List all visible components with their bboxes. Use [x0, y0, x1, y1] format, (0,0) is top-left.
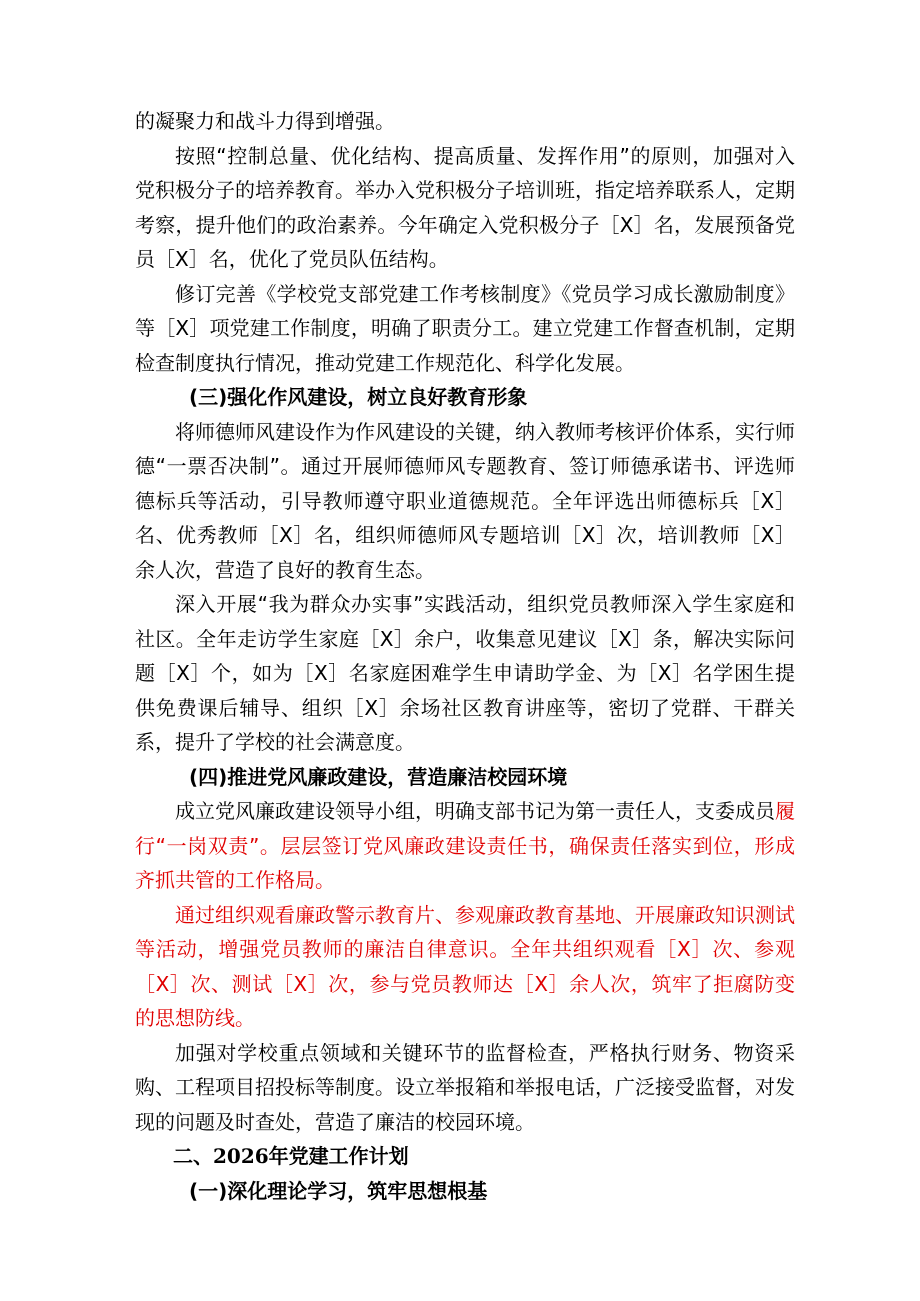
paragraph-leadership-text: 成立党风廉政建设领导小组，明确支部书记为第一责任人，支委成员 — [175, 799, 775, 823]
paragraph-party-activists: 按照“控制总量、优化结构、提高质量、发挥作用”的原则，加强对入党积极分子的培养教育。举办入党积极分子培训班，指定培养联系人，定期考察，提升他们的政治素养。今年确定入党积极分子［X］名，发展预备党员［X］名，优化了党员队伍结构。 — [135, 143, 795, 271]
paragraph-serve-people: 深入开展“我为群众办实事”实践活动，组织党员教师深入学生家庭和社区。全年走访学生家庭［X］余户，收集意见建议［X］条，解决实际问题［X］个，如为［X］名家庭困难学生申请助学金、为［X］名学困生提供免费课后辅导、组织［X］余场社区教育讲座等，密切了党群、干群关系，提升了学校的社会满意度。 — [135, 592, 795, 754]
heading-clean-government: (四)推进党风廉政建设，营造廉洁校园环境 — [189, 764, 568, 789]
paragraph-party-rules: 修订完善《学校党支部党建工作考核制度》《党员学习成长激励制度》等［X］项党建工作制度，明确了职责分工。建立党建工作督查机制，定期检查制度执行情况，推动党建工作规范化、科学化发展。 — [135, 281, 795, 375]
heading-theory-study: (一)深化理论学习，筑牢思想根基 — [189, 1178, 488, 1203]
paragraph-teacher-ethics: 将师德师风建设作为作风建设的关键，纳入教师考核评价体系，实行师德“一票否决制”。通过开展师德师风专题教育、签订师德承诺书、评选师德标兵等活动，引导教师遵守职业道德规范。全年评选出师德标兵［X］名、优秀教师［X］名，组织师德师风专题培训［X］次，培训教师［X］余人次，营造了良好的教育生态。 — [135, 419, 795, 582]
document-page — [135, 104, 795, 1208]
paragraph-leadership-group — [135, 794, 795, 898]
paragraph-leadership-highlight: 履行“一岗双责”。层层签订党风廉政建设责任书，确保责任落实到位，形成齐抓共管的工作格局。 — [135, 799, 795, 892]
paragraph-integrity-education: 通过组织观看廉政警示教育片、参观廉政教育基地、开展廉政知识测试等活动，增强党员教师的廉洁自律意识。全年共组织观看［X］次、参观［X］次、测试［X］次，参与党员教师达［X］余人次，筑牢了拒腐防变的思想防线。 — [135, 902, 795, 1030]
heading-style-building: (三)强化作风建设，树立良好教育形象 — [189, 385, 528, 409]
paragraph-supervision: 加强对学校重点领域和关键环节的监督检查，严格执行财务、物资采购、工程项目招投标等制度。设立举报箱和举报电话，广泛接受监督，对发现的问题及时查处，营造了廉洁的校园环境。 — [135, 1040, 795, 1134]
heading-2026-plan: 二、2026年党建工作计划 — [173, 1144, 409, 1168]
paragraph-continuation: 的凝聚力和战斗力得到增强。 — [135, 109, 395, 133]
